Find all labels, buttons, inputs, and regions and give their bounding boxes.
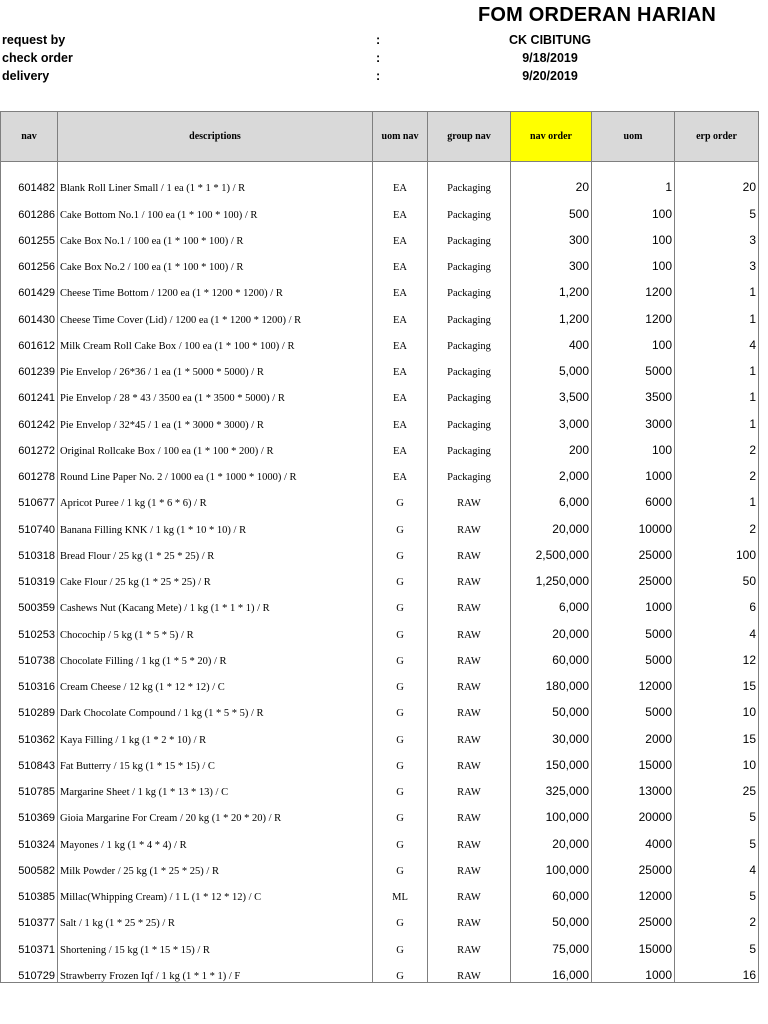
row-uom-nav: ML: [373, 877, 428, 903]
col-header-nav: nav: [1, 112, 58, 162]
meta-label: request by: [2, 33, 66, 47]
row-nav: 601255: [1, 221, 58, 247]
row-nav-order: 325,000: [511, 772, 592, 798]
table-header-row: [1, 112, 759, 162]
row-group-nav: RAW: [428, 693, 511, 719]
row-nav: 510385: [1, 877, 58, 903]
meta-request-by: [0, 33, 768, 51]
meta-value: CK CIBITUNG: [509, 33, 591, 47]
row-erp-order: 2: [675, 431, 759, 457]
table-row: [1, 483, 759, 509]
row-nav-order: 5,000: [511, 352, 592, 378]
row-uom: 25000: [592, 536, 675, 562]
row-description: Chocochip / 5 kg (1 * 5 * 5) / R: [58, 614, 373, 640]
row-group-nav: Packaging: [428, 299, 511, 325]
row-nav-order: 200: [511, 431, 592, 457]
row-group-nav: RAW: [428, 956, 511, 983]
row-uom-nav: G: [373, 693, 428, 719]
row-erp-order: 4: [675, 614, 759, 640]
row-erp-order: 25: [675, 772, 759, 798]
table-row: [1, 457, 759, 483]
col-header-descriptions: descriptions: [58, 112, 373, 162]
row-nav-order: 60,000: [511, 877, 592, 903]
row-nav-order: 20,000: [511, 509, 592, 535]
meta-check-order: [0, 51, 768, 69]
row-description: Bread Flour / 25 kg (1 * 25 * 25) / R: [58, 536, 373, 562]
row-description: Strawberry Frozen Iqf / 1 kg (1 * 1 * 1) / F: [58, 956, 373, 983]
row-erp-order: 3: [675, 221, 759, 247]
row-uom: 12000: [592, 667, 675, 693]
row-nav-order: 75,000: [511, 929, 592, 955]
table-row: [1, 903, 759, 929]
row-description: Banana Filling KNK / 1 kg (1 * 10 * 10) / R: [58, 509, 373, 535]
row-uom: 15000: [592, 929, 675, 955]
table-row: [1, 247, 759, 273]
row-uom-nav: G: [373, 798, 428, 824]
table-row: [1, 614, 759, 640]
table-row: [1, 299, 759, 325]
row-uom: 10000: [592, 509, 675, 535]
table-row: [1, 221, 759, 247]
row-description: Pie Envelop / 32*45 / 1 ea (1 * 3000 * 3000) / R: [58, 404, 373, 430]
row-nav-order: 180,000: [511, 667, 592, 693]
row-uom: 5000: [592, 641, 675, 667]
row-group-nav: RAW: [428, 851, 511, 877]
row-nav: 601429: [1, 273, 58, 299]
row-description: Fat Butterry / 15 kg (1 * 15 * 15) / C: [58, 746, 373, 772]
row-uom: 20000: [592, 798, 675, 824]
table-row: [1, 378, 759, 404]
row-nav-order: 2,000: [511, 457, 592, 483]
row-nav: 510843: [1, 746, 58, 772]
row-description: Dark Chocolate Compound / 1 kg (1 * 5 * 5) / R: [58, 693, 373, 719]
row-description: Mayones / 1 kg (1 * 4 * 4) / R: [58, 824, 373, 850]
row-erp-order: 1: [675, 378, 759, 404]
row-nav: 510677: [1, 483, 58, 509]
row-uom-nav: G: [373, 536, 428, 562]
row-uom-nav: EA: [373, 194, 428, 220]
table-row: [1, 168, 759, 194]
row-nav-order: 100,000: [511, 851, 592, 877]
row-uom-nav: EA: [373, 273, 428, 299]
row-nav: 510729: [1, 956, 58, 983]
row-group-nav: Packaging: [428, 273, 511, 299]
row-uom: 100: [592, 326, 675, 352]
row-group-nav: RAW: [428, 509, 511, 535]
row-nav: 510319: [1, 562, 58, 588]
table-row: [1, 273, 759, 299]
row-nav: 601482: [1, 168, 58, 194]
row-group-nav: Packaging: [428, 168, 511, 194]
meta-label: delivery: [2, 69, 50, 83]
table-row: [1, 772, 759, 798]
table-row: [1, 431, 759, 457]
row-group-nav: Packaging: [428, 404, 511, 430]
row-uom: 25000: [592, 851, 675, 877]
row-nav-order: 300: [511, 221, 592, 247]
row-uom: 1200: [592, 273, 675, 299]
row-nav-order: 2,500,000: [511, 536, 592, 562]
row-erp-order: 1: [675, 483, 759, 509]
row-nav: 601241: [1, 378, 58, 404]
row-uom: 6000: [592, 483, 675, 509]
row-nav-order: 400: [511, 326, 592, 352]
row-uom-nav: G: [373, 614, 428, 640]
row-group-nav: Packaging: [428, 247, 511, 273]
row-description: Round Line Paper No. 2 / 1000 ea (1 * 1000 * 1000) / R: [58, 457, 373, 483]
row-group-nav: RAW: [428, 929, 511, 955]
table-body: [1, 162, 759, 983]
row-description: Cashews Nut (Kacang Mete) / 1 kg (1 * 1 * 1) / R: [58, 588, 373, 614]
row-description: Cheese Time Bottom / 1200 ea (1 * 1200 * 1200) / R: [58, 273, 373, 299]
row-erp-order: 100: [675, 536, 759, 562]
row-group-nav: RAW: [428, 903, 511, 929]
table-row: [1, 824, 759, 850]
row-nav: 510253: [1, 614, 58, 640]
row-nav-order: 1,200: [511, 273, 592, 299]
row-nav: 510289: [1, 693, 58, 719]
table-row: [1, 693, 759, 719]
row-uom: 5000: [592, 693, 675, 719]
row-group-nav: RAW: [428, 667, 511, 693]
row-nav: 500359: [1, 588, 58, 614]
row-uom: 3000: [592, 404, 675, 430]
row-uom-nav: G: [373, 483, 428, 509]
row-erp-order: 10: [675, 693, 759, 719]
row-group-nav: Packaging: [428, 221, 511, 247]
row-description: Milk Cream Roll Cake Box / 100 ea (1 * 100 * 100) / R: [58, 326, 373, 352]
col-header-erp-order: erp order: [675, 112, 759, 162]
row-erp-order: 1: [675, 299, 759, 325]
row-uom-nav: EA: [373, 431, 428, 457]
row-nav: 601430: [1, 299, 58, 325]
row-uom-nav: G: [373, 746, 428, 772]
row-nav: 510785: [1, 772, 58, 798]
row-uom: 100: [592, 247, 675, 273]
row-nav: 601272: [1, 431, 58, 457]
meta-label: check order: [2, 51, 73, 65]
row-nav-order: 500: [511, 194, 592, 220]
row-group-nav: Packaging: [428, 457, 511, 483]
meta-colon: :: [376, 69, 381, 83]
row-uom: 1000: [592, 457, 675, 483]
row-group-nav: RAW: [428, 641, 511, 667]
row-nav: 510318: [1, 536, 58, 562]
row-uom-nav: G: [373, 719, 428, 745]
row-nav-order: 6,000: [511, 483, 592, 509]
col-header-uom: uom: [592, 112, 675, 162]
meta-value: 9/20/2019: [522, 69, 578, 83]
row-uom: 15000: [592, 746, 675, 772]
row-nav-order: 300: [511, 247, 592, 273]
row-uom-nav: EA: [373, 404, 428, 430]
table-row: [1, 326, 759, 352]
row-description: Pie Envelop / 28 * 43 / 3500 ea (1 * 3500 * 5000) / R: [58, 378, 373, 404]
row-erp-order: 16: [675, 956, 759, 983]
row-description: Chocolate Filling / 1 kg (1 * 5 * 20) / R: [58, 641, 373, 667]
row-nav-order: 3,500: [511, 378, 592, 404]
row-uom: 1200: [592, 299, 675, 325]
row-uom: 13000: [592, 772, 675, 798]
row-uom-nav: EA: [373, 221, 428, 247]
row-erp-order: 5: [675, 194, 759, 220]
row-uom-nav: G: [373, 588, 428, 614]
row-nav-order: 20,000: [511, 824, 592, 850]
row-erp-order: 4: [675, 851, 759, 877]
row-group-nav: RAW: [428, 483, 511, 509]
row-group-nav: RAW: [428, 772, 511, 798]
row-description: Cake Box No.1 / 100 ea (1 * 100 * 100) / R: [58, 221, 373, 247]
row-erp-order: 4: [675, 326, 759, 352]
row-nav: 500582: [1, 851, 58, 877]
row-nav: 601278: [1, 457, 58, 483]
row-uom-nav: G: [373, 851, 428, 877]
row-nav-order: 60,000: [511, 641, 592, 667]
row-description: Original Rollcake Box / 100 ea (1 * 100 * 200) / R: [58, 431, 373, 457]
row-erp-order: 1: [675, 404, 759, 430]
row-nav: 510740: [1, 509, 58, 535]
row-uom-nav: G: [373, 772, 428, 798]
col-header-uom-nav: uom nav: [373, 112, 428, 162]
row-nav: 510371: [1, 929, 58, 955]
table-row: [1, 404, 759, 430]
row-uom: 25000: [592, 562, 675, 588]
row-nav: 510316: [1, 667, 58, 693]
table-row: [1, 719, 759, 745]
table-row: [1, 352, 759, 378]
row-nav: 510324: [1, 824, 58, 850]
row-erp-order: 1: [675, 273, 759, 299]
row-uom: 100: [592, 431, 675, 457]
row-uom-nav: EA: [373, 378, 428, 404]
row-uom: 5000: [592, 352, 675, 378]
table-row: [1, 746, 759, 772]
row-nav-order: 50,000: [511, 903, 592, 929]
table-row: [1, 588, 759, 614]
row-description: Cream Cheese / 12 kg (1 * 12 * 12) / C: [58, 667, 373, 693]
row-group-nav: RAW: [428, 746, 511, 772]
table-row: [1, 929, 759, 955]
table-row: [1, 667, 759, 693]
meta-value: 9/18/2019: [522, 51, 578, 65]
row-uom-nav: G: [373, 956, 428, 983]
row-nav: 601239: [1, 352, 58, 378]
table-row: [1, 641, 759, 667]
table-row: [1, 956, 759, 983]
row-uom-nav: EA: [373, 457, 428, 483]
row-uom: 5000: [592, 614, 675, 640]
row-description: Shortening / 15 kg (1 * 15 * 15) / R: [58, 929, 373, 955]
row-description: Gioia Margarine For Cream / 20 kg (1 * 20 * 20) / R: [58, 798, 373, 824]
row-uom: 100: [592, 194, 675, 220]
row-uom: 1000: [592, 588, 675, 614]
row-nav: 510369: [1, 798, 58, 824]
row-group-nav: Packaging: [428, 431, 511, 457]
row-nav-order: 16,000: [511, 956, 592, 983]
table-row: [1, 851, 759, 877]
row-uom: 2000: [592, 719, 675, 745]
col-header-group-nav: group nav: [428, 112, 511, 162]
meta-delivery: [0, 69, 768, 87]
row-description: Pie Envelop / 26*36 / 1 ea (1 * 5000 * 5000) / R: [58, 352, 373, 378]
row-group-nav: Packaging: [428, 326, 511, 352]
meta-colon: :: [376, 51, 381, 65]
page-title: FOM ORDERAN HARIAN: [478, 4, 717, 26]
row-uom-nav: EA: [373, 352, 428, 378]
table-row: [1, 877, 759, 903]
row-nav: 601286: [1, 194, 58, 220]
row-erp-order: 5: [675, 877, 759, 903]
row-erp-order: 1: [675, 352, 759, 378]
meta-colon: :: [376, 33, 381, 47]
row-uom-nav: G: [373, 667, 428, 693]
row-erp-order: 5: [675, 798, 759, 824]
row-nav-order: 1,250,000: [511, 562, 592, 588]
table-row: [1, 536, 759, 562]
row-group-nav: Packaging: [428, 352, 511, 378]
row-nav: 601612: [1, 326, 58, 352]
row-erp-order: 15: [675, 719, 759, 745]
row-group-nav: RAW: [428, 824, 511, 850]
row-description: Cheese Time Cover (Lid) / 1200 ea (1 * 1200 * 1200) / R: [58, 299, 373, 325]
row-uom-nav: EA: [373, 247, 428, 273]
row-uom: 3500: [592, 378, 675, 404]
row-erp-order: 12: [675, 641, 759, 667]
row-erp-order: 20: [675, 168, 759, 194]
row-description: Cake Bottom No.1 / 100 ea (1 * 100 * 100) / R: [58, 194, 373, 220]
table-row: [1, 562, 759, 588]
row-description: Milk Powder / 25 kg (1 * 25 * 25) / R: [58, 851, 373, 877]
row-group-nav: RAW: [428, 588, 511, 614]
row-uom-nav: EA: [373, 299, 428, 325]
row-nav-order: 150,000: [511, 746, 592, 772]
row-nav-order: 3,000: [511, 404, 592, 430]
row-nav-order: 30,000: [511, 719, 592, 745]
row-description: Blank Roll Liner Small / 1 ea (1 * 1 * 1) / R: [58, 168, 373, 194]
row-uom-nav: G: [373, 562, 428, 588]
row-group-nav: Packaging: [428, 194, 511, 220]
row-description: Margarine Sheet / 1 kg (1 * 13 * 13) / C: [58, 772, 373, 798]
row-uom-nav: EA: [373, 168, 428, 194]
row-erp-order: 5: [675, 929, 759, 955]
row-erp-order: 15: [675, 667, 759, 693]
row-nav-order: 20: [511, 168, 592, 194]
row-nav-order: 1,200: [511, 299, 592, 325]
row-description: Millac(Whipping Cream) / 1 L (1 * 12 * 12) / C: [58, 877, 373, 903]
row-uom: 4000: [592, 824, 675, 850]
row-group-nav: Packaging: [428, 378, 511, 404]
row-nav: 601256: [1, 247, 58, 273]
row-uom-nav: G: [373, 824, 428, 850]
row-uom: 12000: [592, 877, 675, 903]
row-erp-order: 10: [675, 746, 759, 772]
row-nav-order: 20,000: [511, 614, 592, 640]
row-group-nav: RAW: [428, 536, 511, 562]
row-nav-order: 50,000: [511, 693, 592, 719]
table-row: [1, 194, 759, 220]
row-erp-order: 5: [675, 824, 759, 850]
row-erp-order: 2: [675, 509, 759, 535]
row-group-nav: RAW: [428, 614, 511, 640]
row-nav: 510738: [1, 641, 58, 667]
row-erp-order: 6: [675, 588, 759, 614]
row-erp-order: 2: [675, 903, 759, 929]
row-nav: 510377: [1, 903, 58, 929]
row-uom: 1000: [592, 956, 675, 983]
row-nav-order: 6,000: [511, 588, 592, 614]
row-erp-order: 2: [675, 457, 759, 483]
col-header-nav-order: nav order: [511, 112, 592, 162]
row-description: Cake Flour / 25 kg (1 * 25 * 25) / R: [58, 562, 373, 588]
row-uom-nav: G: [373, 929, 428, 955]
row-uom-nav: G: [373, 509, 428, 535]
row-nav-order: 100,000: [511, 798, 592, 824]
row-uom: 1: [592, 168, 675, 194]
table-row: [1, 798, 759, 824]
row-nav: 510362: [1, 719, 58, 745]
table-row: [1, 509, 759, 535]
row-uom-nav: EA: [373, 326, 428, 352]
row-uom: 25000: [592, 903, 675, 929]
row-uom-nav: G: [373, 903, 428, 929]
row-erp-order: 3: [675, 247, 759, 273]
order-table: [0, 111, 759, 983]
row-nav: 601242: [1, 404, 58, 430]
row-description: Cake Box No.2 / 100 ea (1 * 100 * 100) / R: [58, 247, 373, 273]
row-description: Kaya Filling / 1 kg (1 * 2 * 10) / R: [58, 719, 373, 745]
row-uom-nav: G: [373, 641, 428, 667]
row-group-nav: RAW: [428, 877, 511, 903]
row-description: Salt / 1 kg (1 * 25 * 25) / R: [58, 903, 373, 929]
row-group-nav: RAW: [428, 719, 511, 745]
row-description: Apricot Puree / 1 kg (1 * 6 * 6) / R: [58, 483, 373, 509]
row-uom: 100: [592, 221, 675, 247]
row-group-nav: RAW: [428, 562, 511, 588]
row-group-nav: RAW: [428, 798, 511, 824]
row-erp-order: 50: [675, 562, 759, 588]
